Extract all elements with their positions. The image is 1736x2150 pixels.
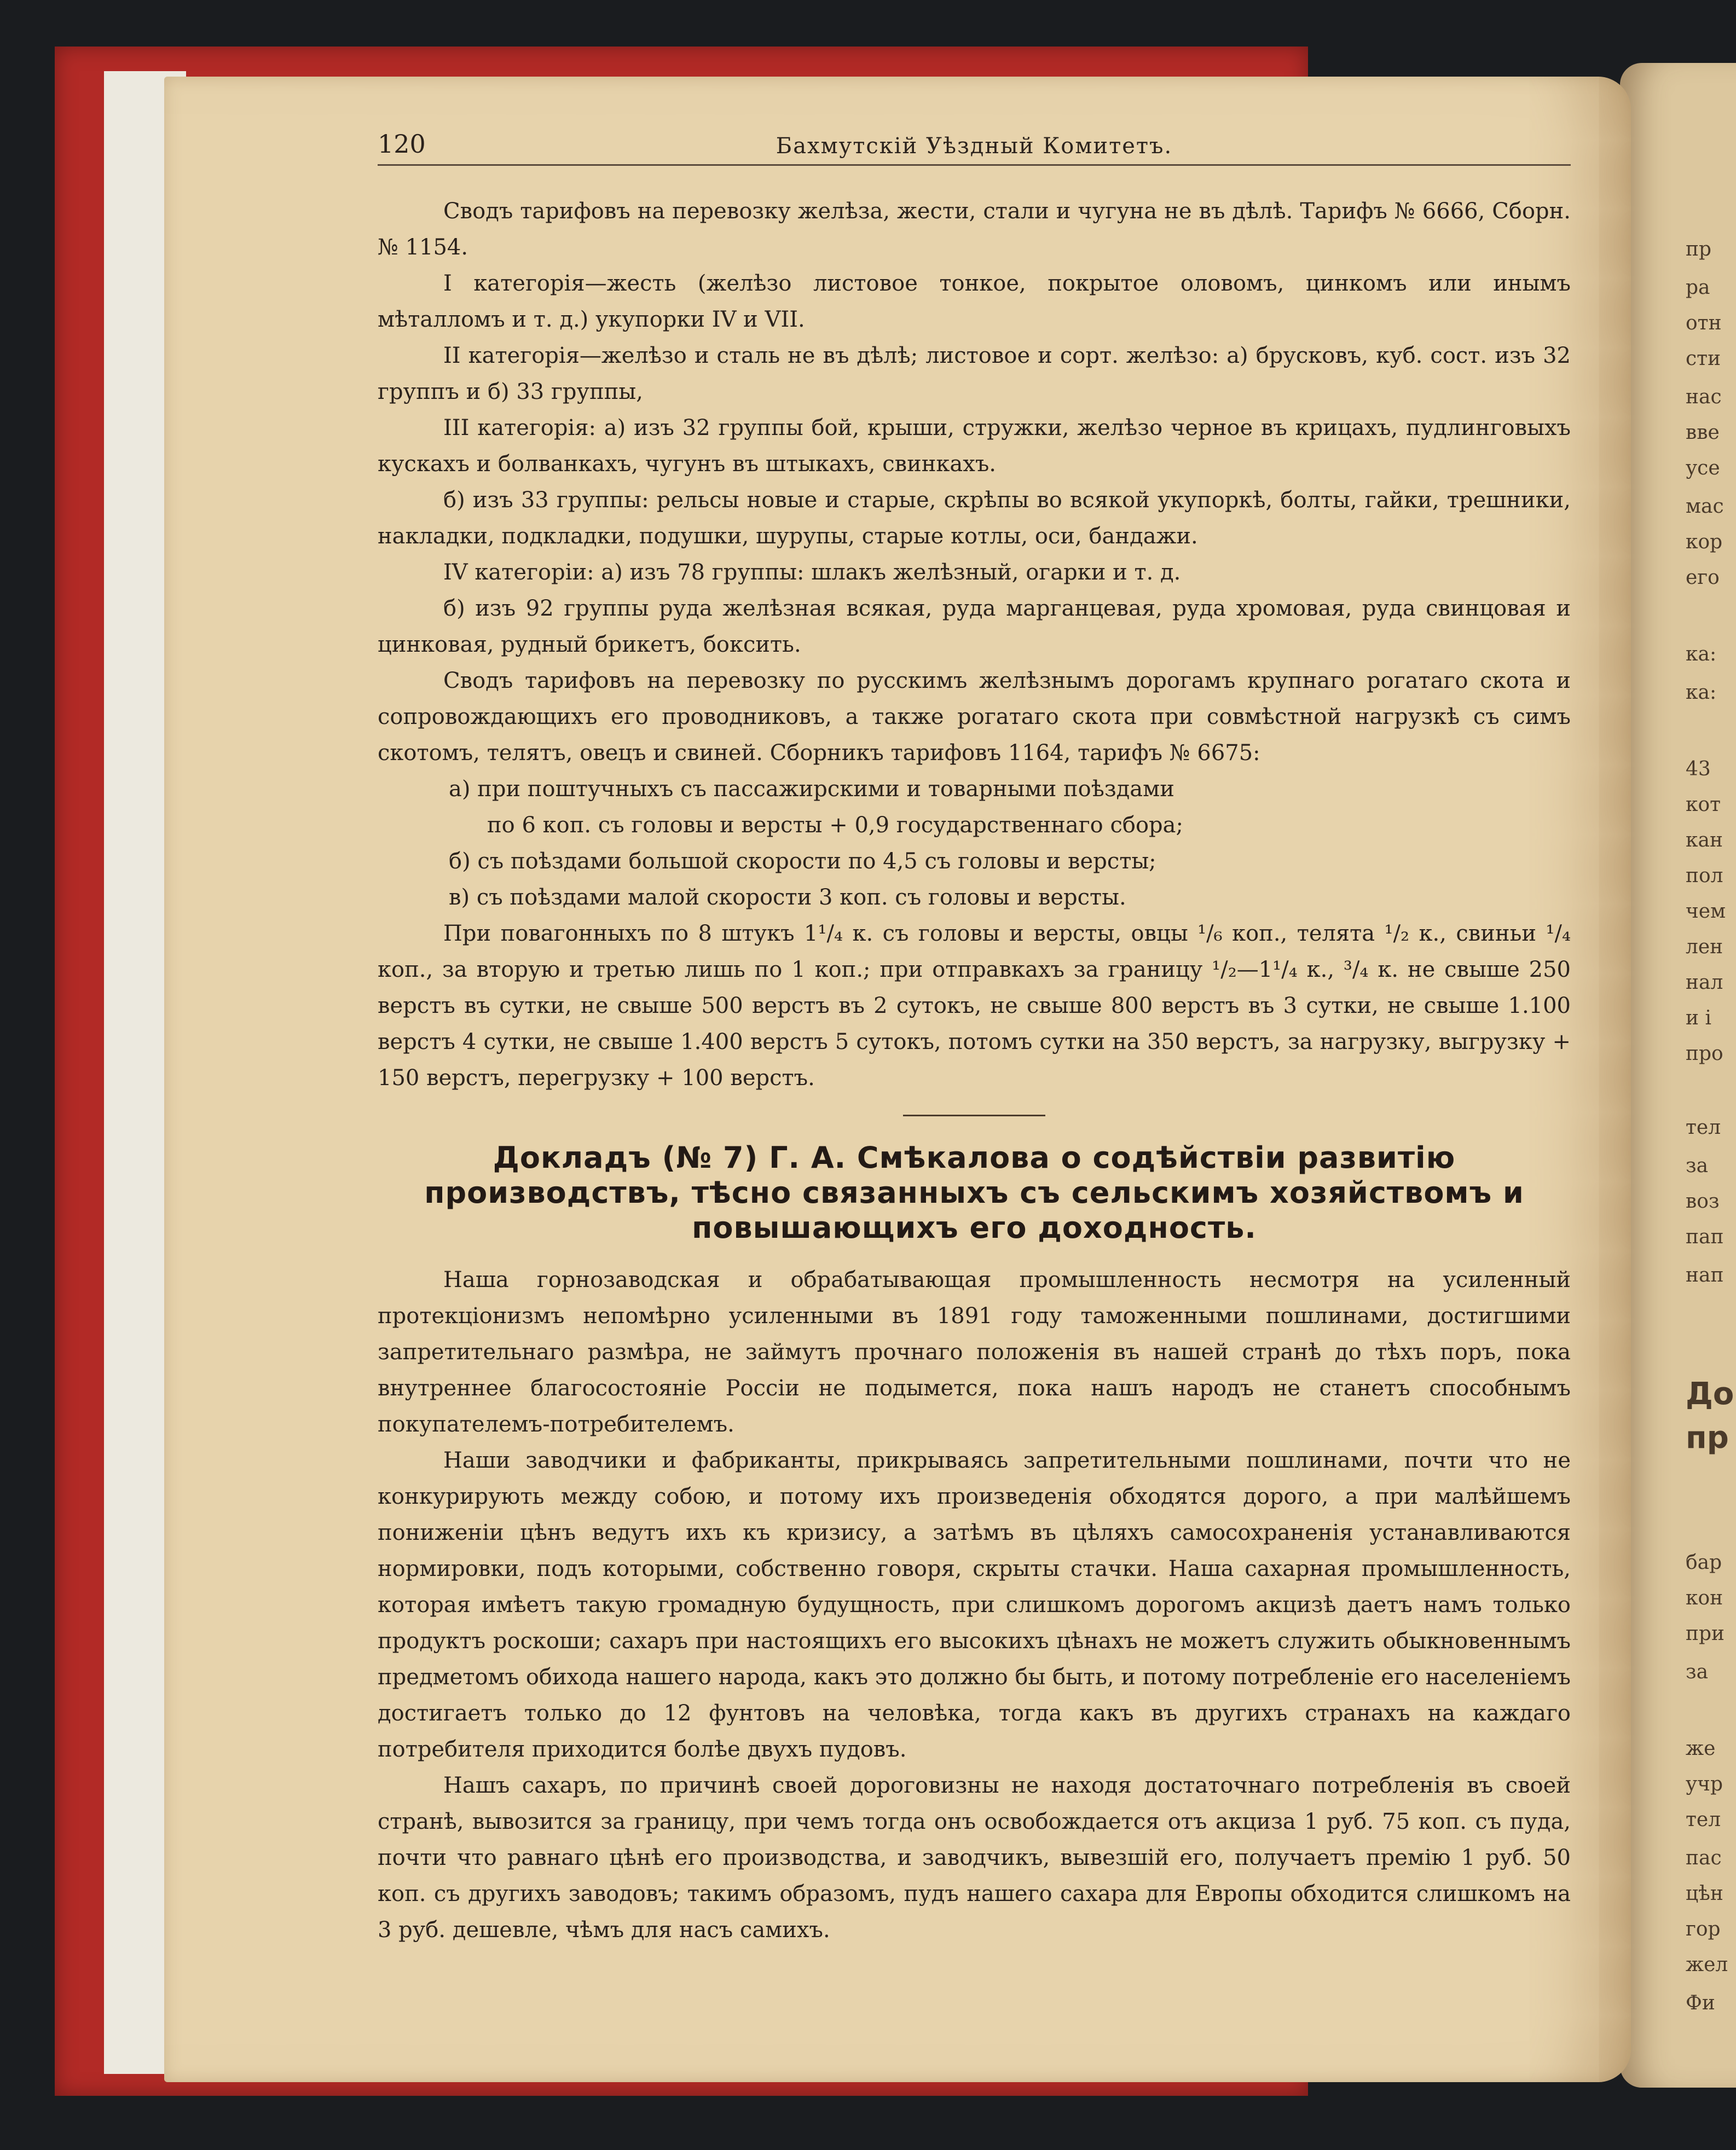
tariff-paragraph: II категорія—желѣзо и сталь не въ дѣлѣ; листовое и сорт. желѣзо: а) брусковъ, куб. сост. изъ 32 группъ и б) 33 группы, bbox=[378, 343, 1571, 404]
next-page-fragment: бар bbox=[1686, 1551, 1722, 1574]
next-page-fragment: и і bbox=[1686, 1007, 1711, 1029]
tariff-paragraph: Сводъ тарифовъ на перевозку желѣза, жести, стали и чугуна не въ дѣлѣ. Тарифъ № 6666, Сборн. № 1154. bbox=[378, 199, 1571, 260]
tariff-paragraph: I категорія—жесть (желѣзо листовое тонкое, покрытое оловомъ, цинкомъ или инымъ мѣталломъ и т. д.) укупорки IV и VII. bbox=[378, 271, 1571, 332]
running-head bbox=[378, 126, 1571, 166]
tariff-paragraph: III категорія: а) изъ 32 группы бой, крыши, стружки, желѣзо черное въ крицахъ, пудлинговыхъ кускахъ и болванкахъ, чугунъ въ штыкахъ, свинкахъ. bbox=[378, 415, 1571, 477]
cattle-item: в) съ поѣздами малой скорости 3 коп. съ головы и версты. bbox=[449, 885, 1126, 910]
next-page-fragment: 43 bbox=[1686, 758, 1711, 780]
next-page-fragment: кан bbox=[1686, 829, 1723, 851]
next-page-fragment: кор bbox=[1686, 531, 1723, 553]
next-page-fragment: До bbox=[1686, 1376, 1734, 1412]
next-page-fragment: лен bbox=[1686, 936, 1723, 958]
report-paragraph: Наша горнозаводская и обрабатывающая промышленность несмотря на усиленный протекціонизмъ непомѣрно усиленными въ 1891 году таможенными пошлинами, достигшими запретительнаго размѣра, не займутъ прочнаго положенія въ нашей странѣ до тѣхъ поръ, пока внутреннее благосостояніе Россіи не подымется, пока нашъ народъ не станетъ способнымъ покупателемъ-потребителемъ. bbox=[378, 1267, 1571, 1437]
next-page-fragment: усе bbox=[1686, 457, 1720, 479]
next-page-fragment: мас bbox=[1686, 495, 1724, 518]
cattle-item: а) при поштучныхъ съ пассажирскими и товарными поѣздами bbox=[449, 776, 1174, 802]
cattle-item: по 6 коп. съ головы и версты + 0,9 государственнаго сбора; bbox=[487, 813, 1183, 838]
next-page-fragment: про bbox=[1686, 1042, 1723, 1065]
next-page-fragment: кот bbox=[1686, 793, 1721, 816]
next-page-fragment: воз bbox=[1686, 1190, 1720, 1213]
next-page-edge bbox=[1620, 63, 1736, 2088]
next-page-fragment: сти bbox=[1686, 347, 1721, 370]
next-page-fragment: пр bbox=[1686, 238, 1712, 260]
next-page-fragment: чем bbox=[1686, 900, 1726, 923]
tariff-paragraph: б) изъ 33 группы: рельсы новые и старые, скрѣпы во всякой укупоркѣ, болты, гайки, трешники, накладки, подкладки, подушки, шурупы, старые котлы, оси, бандажи. bbox=[378, 488, 1571, 549]
next-page-fragment: пап bbox=[1686, 1226, 1724, 1248]
next-page-fragment: ка: bbox=[1686, 643, 1717, 665]
report-heading: Докладъ (№ 7) Г. А. Смѣкалова о содѣйствіи развитію производствъ, тѣсно связанныхъ съ сельскимъ хозяйствомъ и повышающихъ его доходность. bbox=[424, 1140, 1524, 1245]
next-page-fragment: пр bbox=[1686, 1420, 1729, 1456]
page-content bbox=[378, 126, 1571, 1948]
next-page-fragment: тел bbox=[1686, 1116, 1721, 1139]
next-page-fragment: ра bbox=[1686, 276, 1710, 299]
next-page-fragment: учр bbox=[1686, 1773, 1723, 1795]
next-page-fragment: Фи bbox=[1686, 1992, 1715, 2014]
tariff-paragraph: IV категоріи: а) изъ 78 группы: шлакъ желѣзный, огарки и т. д. bbox=[443, 560, 1181, 585]
next-page-fragment: тел bbox=[1686, 1809, 1721, 1831]
next-page-fragment: гор bbox=[1686, 1918, 1721, 1940]
next-page-fragment: за bbox=[1686, 1661, 1709, 1683]
running-title: Бахмутскій Уѣздный Комитетъ. bbox=[776, 134, 1173, 159]
next-page-fragment: пас bbox=[1686, 1847, 1722, 1869]
section-divider bbox=[903, 1115, 1045, 1116]
tariff-paragraph: б) изъ 92 группы руда желѣзная всякая, руда марганцевая, руда хромовая, руда свинцовая и цинковая, рудный брикетъ, боксить. bbox=[378, 596, 1571, 657]
next-page-fragment: нал bbox=[1686, 971, 1723, 994]
next-page-fragment: пол bbox=[1686, 865, 1723, 887]
next-page-fragment: ка: bbox=[1686, 681, 1717, 704]
wagon-paragraph: При повагонныхъ по 8 штукъ 1¹/₄ к. съ головы и версты, овцы ¹/₆ коп., телята ¹/₂ к., свиньи ¹/₄ коп., за вторую и третью лишь по 1 коп.; при отправкахъ за границу ¹/₂—1¹/₄ к., ³/₄ к. не свыше 250 верстъ въ сутки, не свыше 500 верстъ въ 2 сутокъ, не свыше 800 верстъ въ 3 сутки, не свыше 1.100 верстъ 4 сутки, не свыше 1.400 верстъ 5 сутокъ, потомъ сутки на 350 верстъ, за нагрузку, выгрузку + 150 верстъ, перегрузку + 100 верстъ. bbox=[378, 921, 1571, 1091]
next-page-fragment: жел bbox=[1686, 1954, 1728, 1976]
next-page-fragment: нас bbox=[1686, 386, 1722, 408]
next-page-fragment: за bbox=[1686, 1155, 1709, 1177]
cattle-intro: Сводъ тарифовъ на перевозку по русскимъ желѣзнымъ дорогамъ крупнаго рогатаго скота и сопровождающихъ его проводниковъ, а также рогатаго скота при совмѣстной нагрузкѣ съ симъ скотомъ, телятъ, овецъ и свиней. Сборникъ тарифовъ 1164, тарифъ № 6675: bbox=[378, 668, 1571, 766]
next-page-fragment: кон bbox=[1686, 1587, 1723, 1609]
next-page-fragment: цѣн bbox=[1686, 1882, 1723, 1905]
page-number: 120 bbox=[378, 129, 426, 159]
next-page-fragment: нап bbox=[1686, 1264, 1724, 1286]
cattle-item: б) съ поѣздами большой скорости по 4,5 съ головы и версты; bbox=[449, 849, 1156, 874]
report-paragraph: Наши заводчики и фабриканты, прикрываясь запретительными пошлинами, почти что не конкурирують между собою, и потому ихъ произведенія обходятся дорого, а при малѣйшемъ пониженіи цѣнъ ведутъ ихъ къ кризису, а затѣмъ въ цѣляхъ самосохраненія устанавливаются нормировки, подъ которыми, собственно говоря, скрыты стачки. Наша сахарная промышленность, которая имѣетъ такую громадную будущность, при слишкомъ дорогомъ акцизѣ даетъ намъ только продуктъ роскоши; сахаръ при настоящихъ его высокихъ цѣнахъ не можетъ служить обыкновеннымъ предметомъ обихода нашего народа, какъ это должно бы быть, и потому потребленіе его населеніемъ достигаетъ только до 12 фунтовъ на человѣка, тогда какъ въ другихъ странахъ на каждаго потребителя приходится болѣе двухъ пудовъ. bbox=[378, 1448, 1571, 1762]
next-page-fragment: же bbox=[1686, 1737, 1716, 1760]
next-page-fragment: его bbox=[1686, 566, 1720, 589]
report-paragraph: Нашъ сахаръ, по причинѣ своей дороговизны не находя достаточнаго потребленія въ своей странѣ, вывозится за границу, при чемъ тогда онъ освобождается отъ акциза 1 руб. 75 коп. съ пуда, почти что равнаго цѣнѣ его производства, и заводчикъ, вывезшій его, получаетъ премію 1 руб. 50 коп. съ другихъ заводовъ; такимъ образомъ, пудъ нашего сахара для Европы обходится слишкомъ на 3 руб. дешевле, чѣмъ для насъ самихъ. bbox=[378, 1773, 1571, 1943]
next-page-fragment: отн bbox=[1686, 312, 1722, 334]
next-page-fragment: вве bbox=[1686, 421, 1720, 444]
next-page-fragment: при bbox=[1686, 1622, 1725, 1645]
